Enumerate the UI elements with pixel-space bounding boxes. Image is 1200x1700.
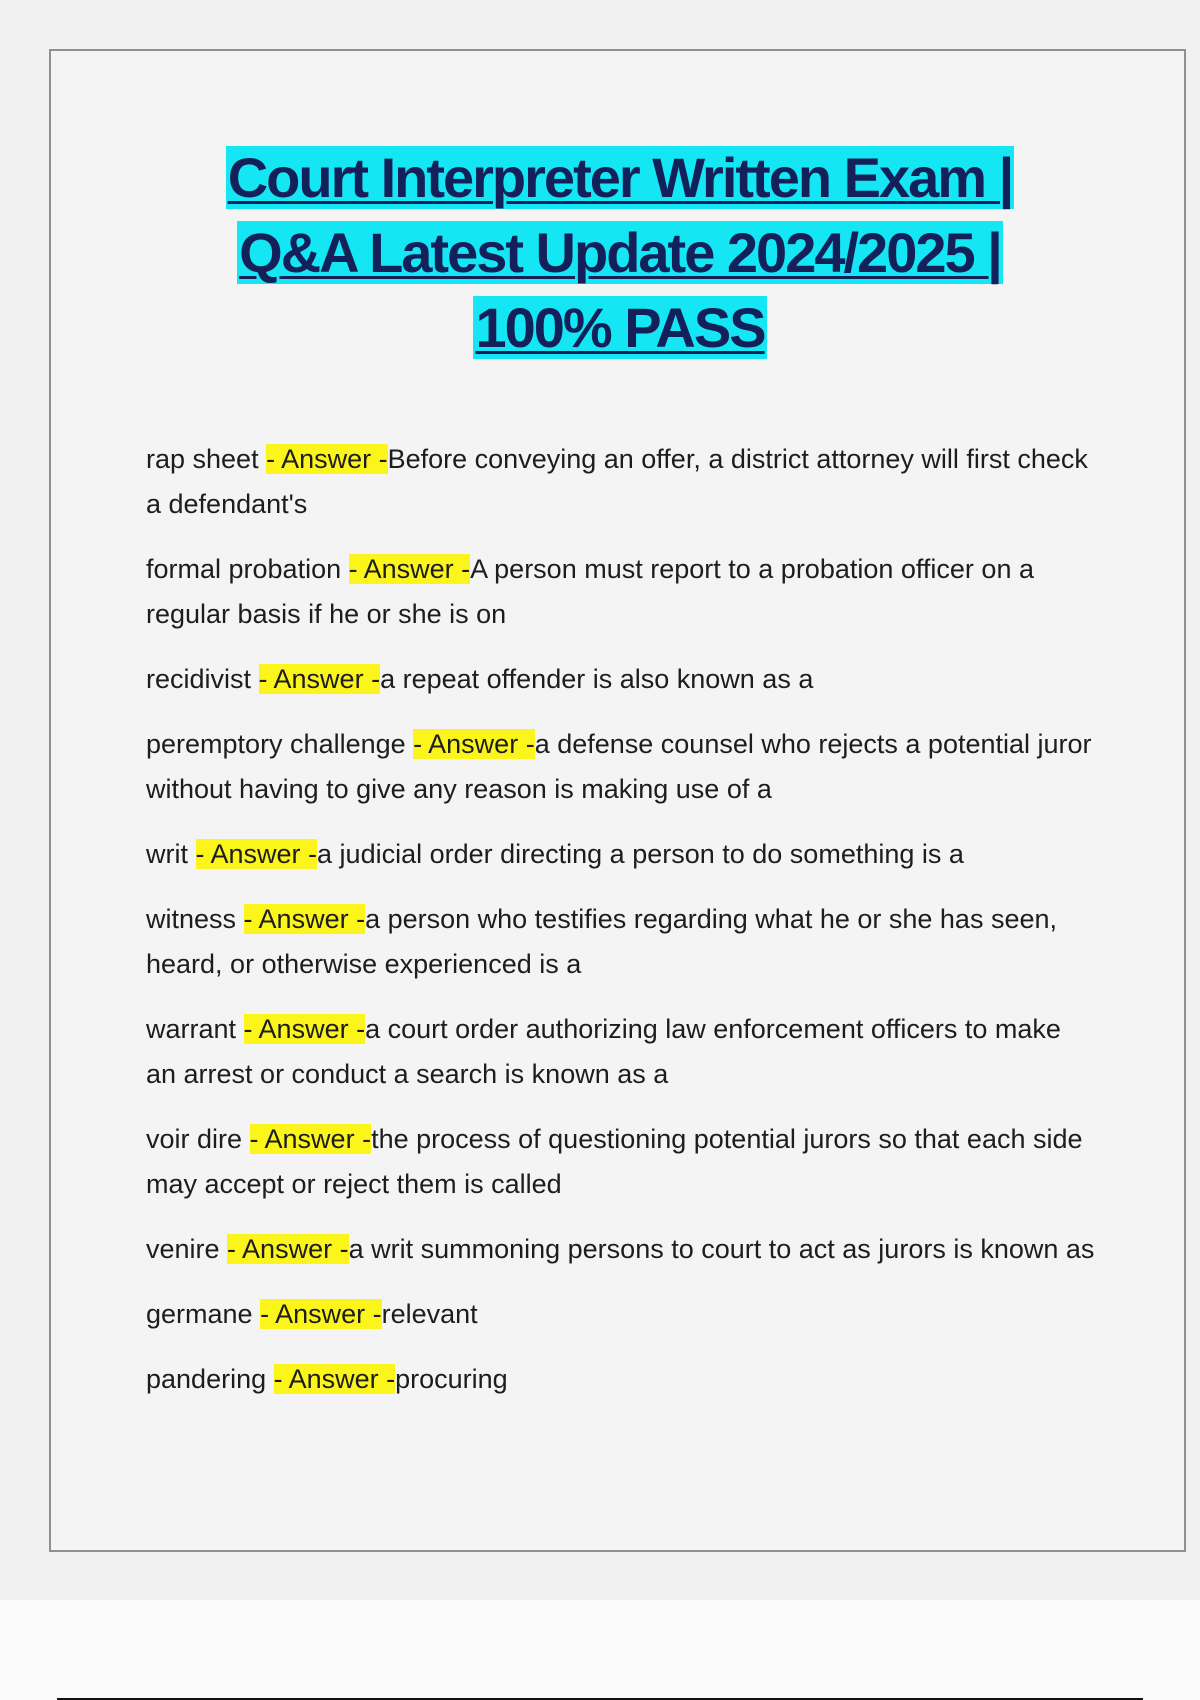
qa-item-formal-probation	[146, 547, 1096, 637]
answer-separator: - Answer -	[227, 1234, 349, 1264]
qa-term: pandering	[146, 1364, 274, 1394]
qa-term: germane	[146, 1299, 261, 1329]
answer-separator: - Answer -	[258, 664, 381, 694]
qa-term: voir dire	[146, 1124, 250, 1154]
answer-separator: - Answer -	[413, 729, 535, 759]
qa-item-peremptory-challenge	[146, 722, 1096, 812]
qa-definition: a court order authorizing law enforcement officers to make an arrest or conduct a search is known as a	[146, 1014, 1061, 1089]
answer-separator: - Answer -	[243, 904, 366, 934]
answer-separator: - Answer -	[260, 1299, 382, 1329]
answer-separator: - Answer -	[195, 839, 318, 869]
qa-item-recidivist	[146, 657, 1096, 702]
qa-definition: relevant	[381, 1299, 478, 1329]
qa-definition: a person who testifies regarding what he or she has seen, heard, or otherwise experienced is a	[146, 904, 1057, 979]
answer-separator: - Answer -	[273, 1364, 396, 1394]
qa-definition: a writ summoning persons to court to act as jurors is known as	[348, 1234, 1095, 1264]
qa-term: warrant	[146, 1014, 244, 1044]
qa-item-voir-dire	[146, 1117, 1096, 1207]
qa-item-warrant	[146, 1007, 1096, 1097]
qa-term: writ	[146, 839, 196, 869]
qa-definition: a judicial order directing a person to do something is a	[317, 839, 964, 869]
qa-term: recidivist	[146, 664, 259, 694]
qa-term: witness	[146, 904, 244, 934]
qa-item-germane	[146, 1292, 1096, 1337]
qa-term: peremptory challenge	[146, 729, 414, 759]
title-line-1: Court Interpreter Written Exam |	[227, 146, 1013, 209]
qa-item-rap-sheet	[146, 437, 1096, 527]
qa-definition: A person must report to a probation officer on a regular basis if he or she is on	[146, 554, 1034, 629]
answer-separator: - Answer -	[243, 1014, 366, 1044]
answer-separator: - Answer -	[348, 554, 471, 584]
qa-item-witness	[146, 897, 1096, 987]
qa-definition: a repeat offender is also known as a	[380, 664, 814, 694]
title-line-2: Q&A Latest Update 2024/2025 |	[239, 221, 1001, 284]
qa-term: formal probation	[146, 554, 349, 584]
answer-separator: - Answer -	[249, 1124, 372, 1154]
qa-item-writ	[146, 832, 1096, 877]
qa-definition: Before conveying an offer, a district attorney will first check a defendant's	[146, 444, 1088, 519]
bottom-margin-band	[0, 1600, 1200, 1700]
qa-definition: procuring	[395, 1364, 508, 1394]
qa-term: venire	[146, 1234, 228, 1264]
qa-definition: the process of questioning potential jurors so that each side may accept or reject them is called	[146, 1124, 1083, 1199]
qa-item-pandering	[146, 1357, 1096, 1402]
qa-list	[146, 437, 1096, 1422]
qa-term: rap sheet	[146, 444, 267, 474]
document-title	[120, 140, 1120, 365]
qa-definition: a defense counsel who rejects a potential juror without having to give any reason is making use of a	[146, 729, 1092, 804]
title-line-3: 100% PASS	[475, 296, 765, 359]
qa-item-venire	[146, 1227, 1096, 1272]
answer-separator: - Answer -	[266, 444, 388, 474]
